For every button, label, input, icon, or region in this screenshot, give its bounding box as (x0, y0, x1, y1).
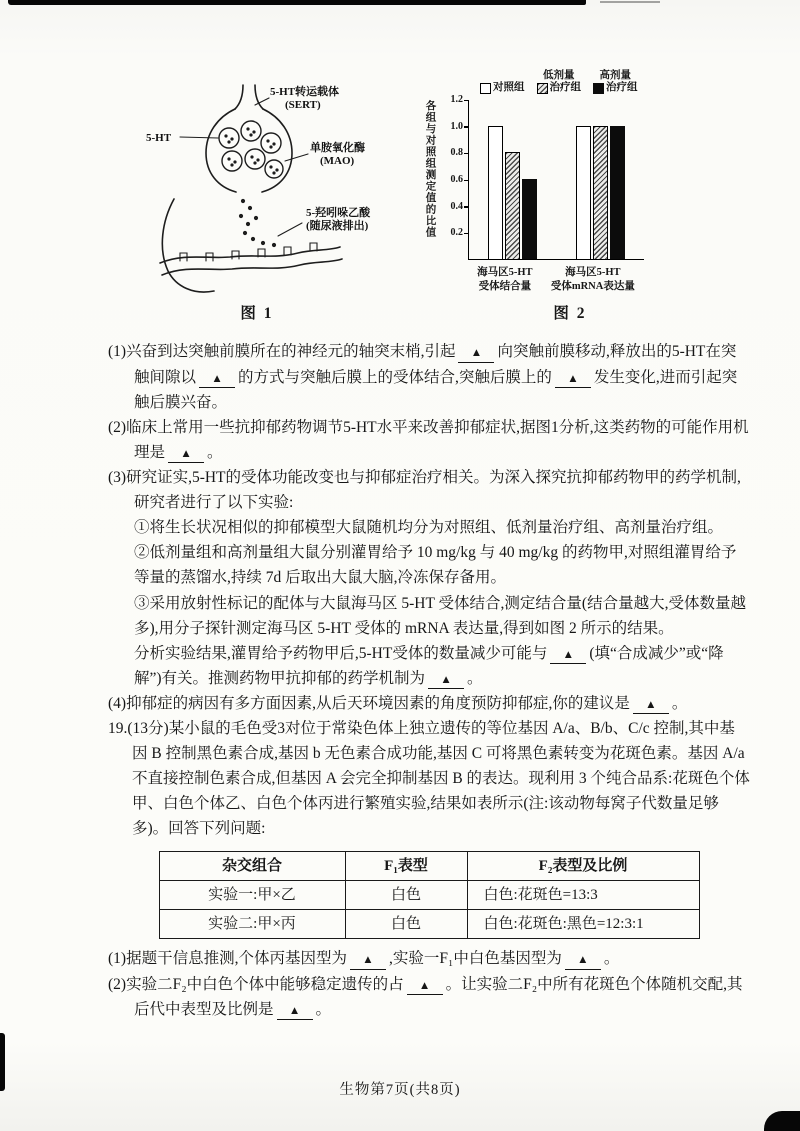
answer-blank: ▲ (555, 374, 591, 389)
table-cell: 白色 (345, 880, 467, 909)
y-tick-label: 0.4 (450, 200, 463, 212)
label-sert-line1: 5-HT转运载体 (270, 86, 340, 99)
question-19-intro (108, 716, 750, 842)
text-segment: 。让实验二F₂中所有花斑色个体随机交配,其后代中表型及比例是 (134, 975, 743, 1018)
legend-swatch (480, 83, 491, 94)
y-tick-mark (464, 206, 469, 207)
figure-2-caption: 图 2 (553, 305, 587, 323)
text-segment: (填“合成减少”或“降解”)有关。推测药物甲抗抑郁的药学机制为 (134, 644, 724, 687)
answer-blank: ▲ (633, 700, 669, 715)
chart-area (422, 94, 678, 262)
answer-blank: ▲ (458, 348, 494, 363)
legend-item (593, 70, 638, 94)
cross-experiment-table (159, 851, 700, 940)
text-segment: 分析实验结果,灌胃给予药物甲后,5-HT受体的数量减少可能与 (134, 644, 548, 662)
text-segment: 。 (207, 443, 223, 461)
y-axis-label: 各组与对照组测定值的比值 (424, 100, 436, 239)
synapse-drawing (160, 85, 342, 292)
figures-row (0, 0, 800, 323)
x-category-label (477, 266, 532, 293)
text-segment: (2)实验二F₂中白色个体中能够稳定遗传的占 (108, 975, 404, 993)
question-18-3 (108, 465, 750, 515)
step-1 (108, 515, 750, 540)
y-tick-label: 0.2 (450, 227, 463, 239)
text-segment: 发生变化,进而引起突触后膜兴奋。 (134, 368, 738, 411)
question-19-2 (108, 972, 750, 1022)
step-2 (108, 540, 750, 590)
column-header: F₂表型及比例 (467, 851, 699, 880)
question-19-1 (108, 946, 750, 971)
text-segment: ,实验一F₁中白色基因型为 (388, 950, 562, 968)
label-acid-line1: 5-羟吲哚乙酸 (306, 207, 371, 220)
table-cell: 实验二:甲×丙 (159, 910, 345, 939)
answer-blank: ▲ (350, 955, 386, 970)
text-segment: (1)据题干信息推测,个体丙基因型为 (108, 950, 347, 968)
question-18-4 (108, 691, 750, 716)
x-category-label (551, 266, 635, 293)
text-segment: 。 (467, 669, 483, 687)
figure-1-caption: 图 1 (240, 305, 274, 323)
legend-label-top: 低剂量 (543, 70, 575, 81)
figure-1-synapse-diagram (122, 81, 392, 323)
text-segment: 。 (603, 950, 620, 968)
x-category-line: 受体mRNA表达量 (550, 280, 635, 292)
y-tick-label: 1.2 (450, 94, 463, 106)
text-segment: 。 (315, 1000, 332, 1018)
answer-blank: ▲ (550, 650, 586, 665)
answer-blank: ▲ (565, 955, 601, 970)
label-5ht: 5-HT (146, 132, 172, 145)
label-sert-line2: (SERT) (285, 99, 321, 112)
scan-artifact-bottom-right (764, 1111, 800, 1131)
table-header-row (159, 851, 699, 880)
text-segment: (1)兴奋到达突触前膜所在的神经元的轴突末梢,引起 (108, 343, 456, 361)
bar-cluster (487, 126, 538, 259)
text-segment: 。 (671, 694, 688, 712)
text-segment: ②低剂量组和高剂量组大鼠分别灌胃给予 10 mg/kg 与 40 mg/kg 的药物甲,对照组灌胃给予等量的蒸馏水,持续 7d 后取出大鼠大脑,冷冻保存备用。 (134, 544, 737, 587)
question-18-1 (108, 339, 750, 414)
legend-row (593, 82, 638, 94)
y-tick-label: 0.6 (450, 174, 463, 186)
y-tick-mark (464, 153, 469, 154)
y-tick-label: 1.0 (450, 120, 463, 132)
text-segment: 19.(13分)某小鼠的毛色受3对位于常染色体上独立遗传的等位基因 A/a、B/b、C/c 控制,其中基因 B 控制黑色素合成,基因 b 无色素合成功能,基因 C 可将黑色素转变为花斑色素。基因 A/a 不直接控制色素合成,但基因 A 会完全抑制基因 B 的表达。现利用 3 个纯合品系:花斑色个体甲、白色个体乙、白色个体丙进行繁殖实验,结果如表所示(注:该动物每窝子代数量足够多)。回答下列问题: (108, 720, 750, 838)
text-segment: 向突触前膜移动,释放出的5-HT在突触间隙以 (134, 343, 737, 386)
legend-item (537, 70, 582, 94)
legend-item (480, 70, 525, 94)
table-row (159, 910, 699, 939)
legend-swatch (593, 83, 604, 94)
chart-plot (450, 94, 644, 260)
y-tick-mark (464, 233, 469, 234)
answer-blank: ▲ (199, 374, 235, 389)
x-category-line: 受体结合量 (478, 280, 532, 292)
x-category-line: 海马区5-HT (477, 267, 533, 279)
y-tick-mark (464, 180, 469, 181)
bar-低剂量治疗组 (593, 126, 608, 259)
text-segment: (4)抑郁症的病因有多方面因素,从后天环境因素的角度预防抑郁症,你的建议是 (108, 694, 630, 712)
table-cell: 白色:花斑色=13:3 (467, 880, 699, 909)
text-segment: ①将生长状况相似的抑郁模型大鼠随机均分为对照组、低剂量治疗组、高剂量治疗组。 (134, 519, 724, 537)
bar-cluster (575, 126, 626, 259)
answer-blank: ▲ (168, 449, 204, 464)
legend-swatch (537, 83, 548, 94)
chart-legend (480, 70, 678, 94)
label-mao-line2: (MAO) (320, 155, 355, 168)
bar-高剂量治疗组 (522, 179, 537, 259)
bar-低剂量治疗组 (505, 152, 520, 259)
answer-blank: ▲ (428, 675, 464, 690)
legend-label-top: 高剂量 (599, 70, 631, 81)
text-segment: 的方式与突触后膜上的受体结合,突触后膜上的 (238, 368, 552, 386)
x-axis-labels (468, 266, 644, 293)
page-footer: 生物第7页(共8页) (339, 1082, 461, 1098)
text-segment: ③采用放射性标记的配体与大鼠海马区 5-HT 受体结合,测定结合量(结合量越大,受体数量越多),用分子探针测定海马区 5-HT 受体的 mRNA 表达量,得到如图 2 所示的结果。 (134, 594, 746, 637)
y-tick-mark (464, 126, 469, 127)
legend-label: 治疗组 (606, 82, 638, 94)
answer-blank: ▲ (407, 981, 443, 996)
table-cell: 白色 (345, 910, 467, 939)
scan-artifact-bottom-left (0, 1033, 5, 1091)
legend-label: 治疗组 (549, 82, 581, 94)
scan-artifact-top-right (600, 1, 660, 3)
y-tick-label: 0.8 (450, 147, 463, 159)
label-mao-line1: 单胺氧化酶 (310, 142, 365, 155)
step-3 (108, 591, 750, 641)
legend-label: 对照组 (493, 82, 525, 94)
answer-blank: ▲ (277, 1006, 313, 1021)
column-header: F₁表型 (345, 851, 467, 880)
scan-artifact-top (8, 0, 586, 5)
text-segment: (3)研究证实,5-HT的受体功能改变也与抑郁症治疗相关。为深入探究抗抑郁药物甲的药学机制,研究者进行了以下实验: (108, 468, 741, 512)
text-segment: (2)临床上常用一些抗抑郁药物调节5-HT水平来改善抑郁症状,据图1分析,这类药物的可能作用机理是 (108, 418, 749, 461)
label-acid-line2: (随尿液排出) (306, 220, 369, 233)
analysis (108, 641, 750, 691)
figure-2-bar-chart (422, 70, 678, 323)
x-category-line: 海马区5-HT (565, 267, 621, 279)
question-body (0, 323, 800, 1021)
synapse-illustration (122, 81, 392, 293)
column-header: 杂交组合 (159, 851, 345, 880)
bar-高剂量治疗组 (610, 126, 625, 259)
table-cell: 白色:花斑色:黑色=12:3:1 (467, 910, 699, 939)
bar-对照组 (576, 126, 591, 259)
released-5ht-dots (239, 199, 276, 247)
figure-2-chart (422, 70, 678, 293)
table-cell: 实验一:甲×乙 (159, 880, 345, 909)
bar-对照组 (488, 126, 503, 259)
y-tick-mark (464, 100, 469, 101)
question-18-2 (108, 415, 750, 465)
table-row (159, 880, 699, 909)
legend-row (537, 82, 582, 94)
legend-row (480, 82, 525, 94)
